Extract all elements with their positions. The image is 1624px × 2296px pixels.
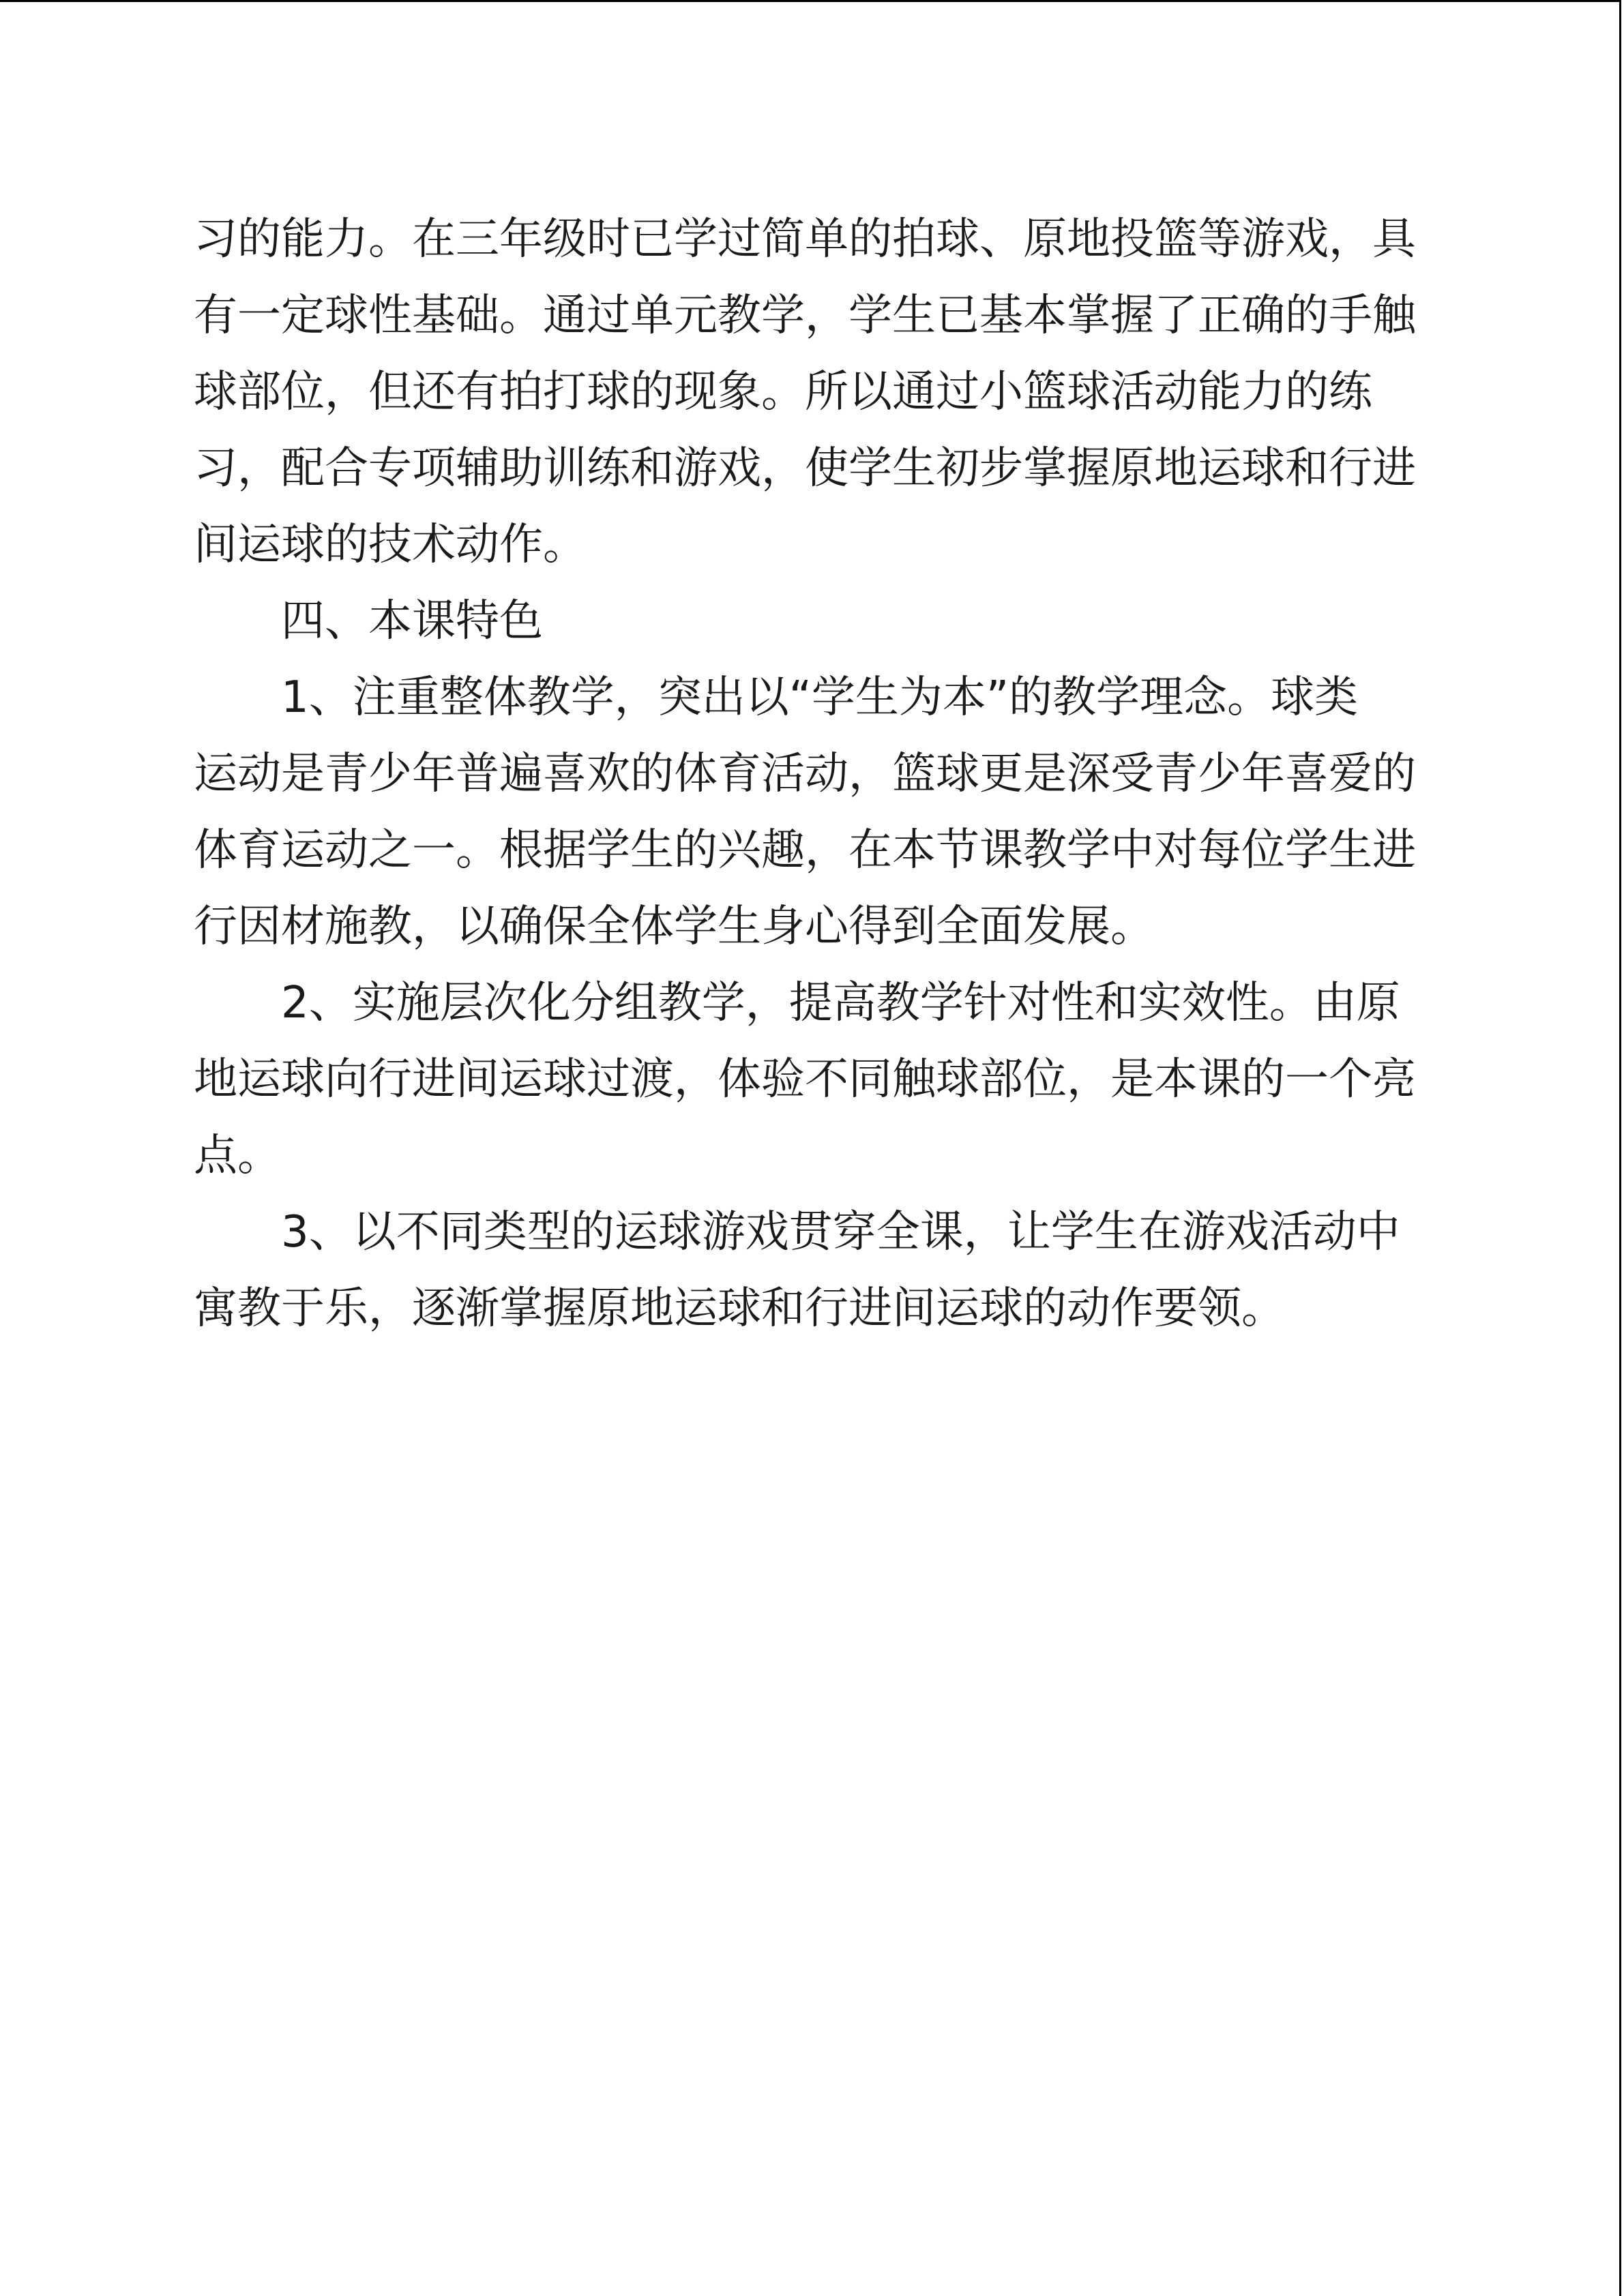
section-heading-features [194, 583, 1421, 659]
text-line: 地运球向行进间运球过渡，体验不同触球部位，是本课的一个亮 [194, 1054, 1416, 1105]
text-line: 习，配合专项辅助训练和游戏，使学生初步掌握原地运球和行进 [194, 443, 1416, 494]
text-line: 习的能力。在三年级时已学过简单的拍球、原地投篮等游戏，具 [194, 214, 1416, 265]
document-body [194, 201, 1421, 1347]
paragraph-feature-2 [194, 965, 1421, 1194]
text-line: 2、实施层次化分组教学，提高教学针对性和实效性。由原 [281, 978, 1400, 1028]
text-line: 3、以不同类型的运球游戏贯穿全课，让学生在游戏活动中 [281, 1207, 1400, 1257]
paragraph-feature-3 [194, 1194, 1421, 1347]
text-line: 行因材施教，以确保全体学生身心得到全面发展。 [194, 901, 1154, 952]
paragraph-student-ability [194, 201, 1421, 583]
text-line: 球部位，但还有拍打球的现象。所以通过小篮球活动能力的练 [194, 367, 1372, 417]
paragraph-feature-1 [194, 659, 1421, 965]
heading-text: 四、本课特色 [281, 596, 543, 646]
text-line: 间运球的技术动作。 [194, 520, 587, 570]
text-line: 有一定球性基础。通过单元教学，学生已基本掌握了正确的手触 [194, 290, 1416, 341]
text-line: 寓教于乐，逐渐掌握原地运球和行进间运球的动作要领。 [194, 1283, 1285, 1334]
text-line: 1、注重整体教学，突出以“学生为本”的教学理念。球类 [281, 672, 1359, 723]
text-line: 体育运动之一。根据学生的兴趣，在本节课教学中对每位学生进 [194, 825, 1416, 876]
text-line: 运动是青少年普遍喜欢的体育活动，篮球更是深受青少年喜爱的 [194, 749, 1416, 799]
text-line: 点。 [194, 1131, 281, 1181]
